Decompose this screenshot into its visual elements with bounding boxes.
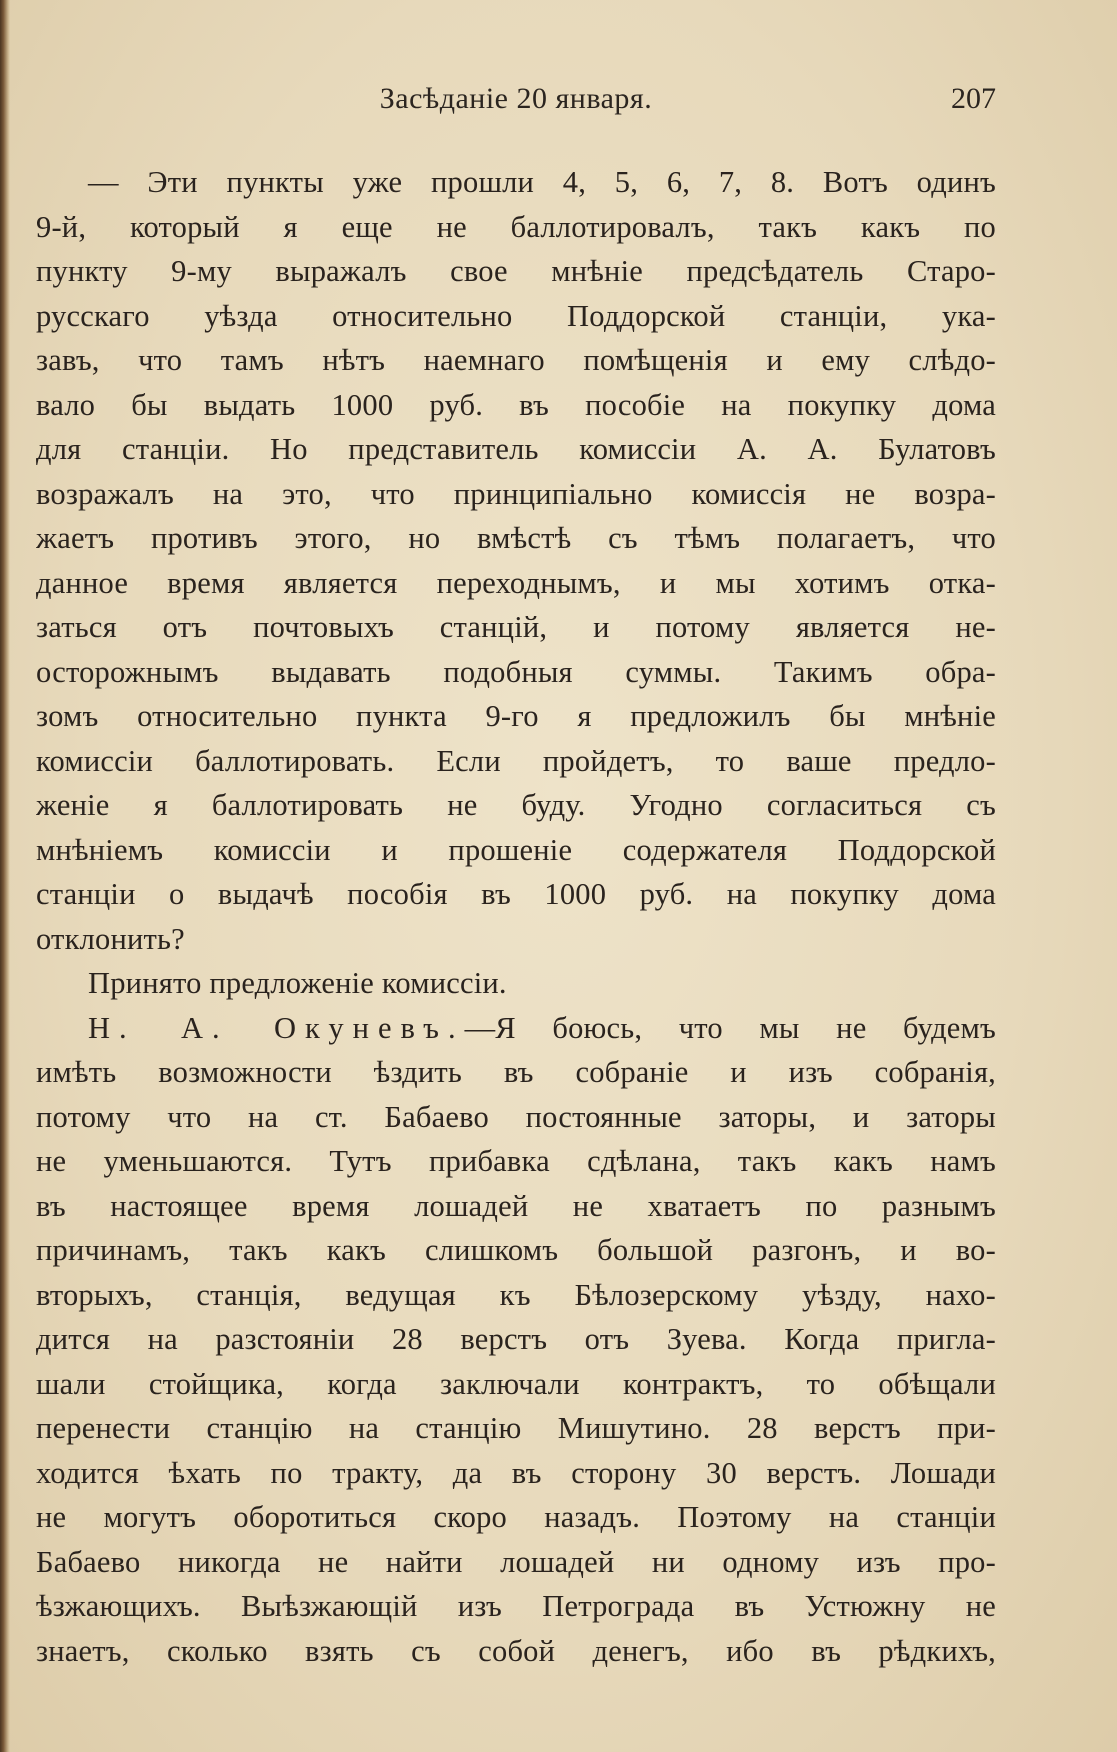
text-line: знаетъ, сколько взять съ собой денегъ, ибо въ рѣдкихъ, [36,1633,996,1668]
text-line: возражалъ на это, что принципіально комиссія не возра- [36,476,996,511]
running-header [36,82,996,126]
page-number: 207 [951,82,996,115]
text-line: осторожнымъ выдавать подобныя суммы. Такимъ обра- [36,654,996,689]
text-line: Бабаево никогда не найти лошадей ни одному изъ про- [36,1544,996,1579]
text-line: мнѣніемъ комиссіи и прошеніе содержателя Поддорской [36,832,996,867]
text-line: не уменьшаются. Тутъ прибавка сдѣлана, такъ какъ намъ [36,1144,996,1178]
text-line: потому что на ст. Бабаево постоянные заторы, и заторы [36,1099,996,1134]
text-line: комиссіи баллотировать. Если пройдетъ, то ваше предло- [36,743,996,778]
text-line: перенести станцію на станцію Мишутино. 28 верстъ при- [36,1411,996,1445]
text-line: станціи о выдачѣ пособія въ 1000 руб. на покупку дома [36,877,996,911]
text-line: причинамъ, такъ какъ слишкомъ большой разгонъ, и во- [36,1233,996,1267]
text-line: женіе я баллотировать не буду. Угодно согласиться съ [36,788,996,822]
text-line: пункту 9-му выражалъ свое мнѣніе предсѣдатель Старо- [36,254,996,288]
text-line: шали стойщика, когда заключали контрактъ, то обѣщали [36,1366,996,1401]
speaker-line [36,1006,996,1051]
speech-start: —Я боюсь, что мы не будемъ [464,1010,996,1045]
text-line: вало бы выдать 1000 руб. въ пособіе на покупку дома [36,387,996,422]
text-line: не могутъ оборотиться скоро назадъ. Поэтому на станціи [36,1500,996,1534]
text-line: — Эти пункты уже прошли 4, 5, 6, 7, 8. Вотъ одинъ [88,165,996,199]
text-line: для станціи. Но представитель комиссіи А. А. Булатовъ [36,432,996,466]
text-line: данное время является переходнымъ, и мы хотимъ отка- [36,565,996,600]
text-line: вторыхъ, станція, ведущая къ Бѣлозерскому уѣзду, нахо- [36,1277,996,1312]
speaker-name: Н. А. Окуневъ. [88,1010,465,1045]
text-line: жаетъ противъ этого, но вмѣстѣ съ тѣмъ полагаетъ, что [36,521,996,555]
text-line: въ настоящее время лошадей не хватаетъ по разнымъ [36,1188,996,1223]
text-line: 9-й, который я еще не баллотировалъ, такъ какъ по [36,209,996,244]
text-line: ходится ѣхать по тракту, да въ сторону 30 верстъ. Лошади [36,1455,996,1490]
binding-edge [0,0,10,1752]
running-title: Засѣданіе 20 января. [379,82,653,115]
text-line: дится на разстояніи 28 верстъ отъ Зуева. Когда пригла- [36,1322,996,1356]
text-line: русскаго уѣзда относительно Поддорской станціи, ука- [36,298,996,333]
body-text [36,160,996,1673]
text-line: заться отъ почтовыхъ станцій, и потому является не- [36,610,996,644]
text-line: зомъ относительно пункта 9-го я предложилъ бы мнѣніе [36,699,996,733]
text-line: ѣзжающихъ. Выѣзжающій изъ Петрограда въ Устюжну не [36,1589,996,1623]
text-line: отклонить? [36,921,185,956]
text-line: завъ, что тамъ нѣтъ наемнаго помѣщенія и ему слѣдо- [36,343,996,377]
resolution-line: Принято предложеніе комиссіи. [88,966,507,1000]
text-line: имѣть возможности ѣздить въ собраніе и изъ собранія, [36,1055,996,1089]
